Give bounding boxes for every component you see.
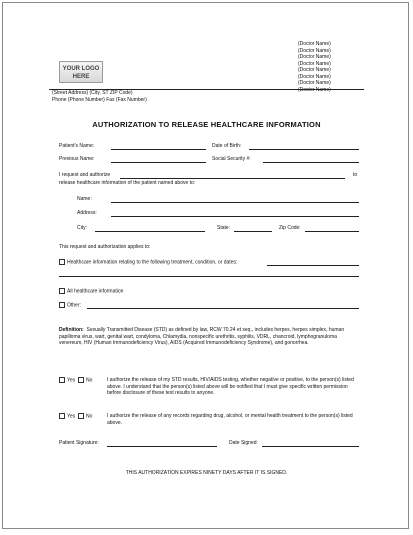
patient-name-label: Patient's Name: bbox=[59, 143, 95, 149]
recipient-address-label: Address: bbox=[77, 210, 97, 216]
doctor-name: (Doctor Name) bbox=[298, 67, 331, 73]
option-all-label: All healthcare information bbox=[67, 288, 124, 295]
option-treatment[interactable] bbox=[59, 259, 237, 265]
doctor-name: (Doctor Name) bbox=[298, 80, 331, 86]
doctor-name: (Doctor Name) bbox=[298, 41, 331, 47]
date-signed-field[interactable] bbox=[262, 446, 359, 447]
option-treatment-label: Healthcare information relating to the following treatment, condition, or dates: bbox=[67, 259, 238, 266]
recipient-name-label: Name: bbox=[77, 196, 92, 202]
recipient-zip-field[interactable] bbox=[305, 231, 359, 232]
treatment-field-line2[interactable] bbox=[59, 276, 359, 277]
logo-placeholder: YOUR LOGO HERE bbox=[59, 61, 103, 83]
address-line: (Street Address) (City, ST ZIP Code) bbox=[52, 90, 133, 96]
applies-to-text: This request and authorization applies to: bbox=[59, 244, 151, 250]
dob-label: Date of Birth: bbox=[212, 143, 242, 149]
option-other-label: Other: bbox=[67, 302, 81, 309]
recipient-address-field[interactable] bbox=[111, 216, 359, 217]
doctor-name: (Doctor Name) bbox=[298, 60, 331, 67]
recipient-state-label: State: bbox=[217, 225, 231, 231]
doctor-name: (Doctor Name) bbox=[298, 73, 331, 80]
definition-label: Definition: bbox=[59, 327, 84, 333]
treatment-field[interactable] bbox=[267, 265, 359, 266]
recipient-zip-label: Zip Code: bbox=[279, 225, 301, 231]
std-consent-text: I authorize the release of my STD results, HIV/AIDS testing, whether negative or positive, to the person(s) listed above. I understand that the person(s) listed above will be notified that I must give specific written permission before disclosure of these test results to anyone. bbox=[107, 377, 354, 396]
option-other[interactable] bbox=[59, 302, 81, 308]
checkbox-all[interactable] bbox=[59, 288, 65, 294]
recipient-name-field[interactable] bbox=[111, 202, 359, 203]
provider-field[interactable] bbox=[120, 178, 345, 179]
definition-text: Sexually Transmitted Disease (STD) as defined by law, RCW 70.24 et seq., includes herpes, herpes simplex, human papilloma virus, wart, genital wart, condyloma, Chlamydia, nonspecific urethritis, syphilis, VDRL, chancroid, lymphogranuloma venereum, HIV (Human Immunodeficiency Virus), AIDS (Acquired Immunodeficiency Syndrome), and gonorrhea. bbox=[59, 327, 345, 346]
recipient-city-field[interactable] bbox=[95, 231, 205, 232]
phone-line: Phone (Phone Number) Fax (Fax Number) bbox=[52, 97, 147, 103]
dob-field[interactable] bbox=[249, 149, 359, 150]
patient-signature-field[interactable] bbox=[107, 446, 217, 447]
std-no-label: No bbox=[85, 377, 93, 384]
request-release-text: release healthcare information of the patient named above to: bbox=[59, 180, 196, 186]
patient-name-field[interactable] bbox=[111, 149, 206, 150]
ssn-field[interactable] bbox=[263, 162, 359, 163]
previous-name-field[interactable] bbox=[111, 162, 206, 163]
document-page bbox=[2, 2, 409, 529]
drug-consent-text: I authorize the release of any records regarding drug, alcohol, or mental health treatment to the person(s) listed above. bbox=[107, 413, 353, 426]
checkbox-other[interactable] bbox=[59, 302, 65, 308]
ssn-label: Social Security #: bbox=[212, 156, 251, 162]
checkbox-drug-no[interactable] bbox=[78, 413, 84, 419]
checkbox-treatment[interactable] bbox=[59, 259, 65, 265]
request-label: I request and authorize bbox=[59, 172, 111, 178]
option-all[interactable] bbox=[59, 288, 123, 294]
previous-name-label: Previous Name: bbox=[59, 156, 95, 162]
doctor-name: (Doctor Name) bbox=[298, 54, 331, 60]
checkbox-std-yes[interactable] bbox=[59, 377, 65, 383]
doctor-list bbox=[298, 41, 331, 93]
doctor-name: (Doctor Name) bbox=[298, 86, 331, 93]
form-title: AUTHORIZATION TO RELEASE HEALTHCARE INFORMATION bbox=[92, 120, 321, 129]
other-field[interactable] bbox=[87, 308, 359, 309]
request-to-label: to bbox=[353, 172, 358, 178]
checkbox-drug-yes[interactable] bbox=[59, 413, 65, 419]
doctor-name: (Doctor Name) bbox=[298, 47, 331, 54]
date-signed-label: Date Signed: bbox=[229, 440, 258, 446]
std-yes-label: Yes bbox=[67, 377, 76, 384]
patient-signature-label: Patient Signature: bbox=[59, 440, 99, 446]
recipient-state-field[interactable] bbox=[234, 231, 272, 232]
std-consent-choice[interactable] bbox=[59, 377, 92, 383]
checkbox-std-no[interactable] bbox=[78, 377, 84, 383]
drug-consent-choice[interactable] bbox=[59, 413, 92, 419]
definition-paragraph bbox=[59, 327, 359, 347]
expiry-notice: THIS AUTHORIZATION EXPIRES NINETY DAYS AFTER IT IS SIGNED. bbox=[125, 470, 288, 476]
drug-yes-label: Yes bbox=[67, 413, 76, 420]
recipient-city-label: City: bbox=[77, 225, 87, 231]
drug-no-label: No bbox=[85, 413, 93, 420]
